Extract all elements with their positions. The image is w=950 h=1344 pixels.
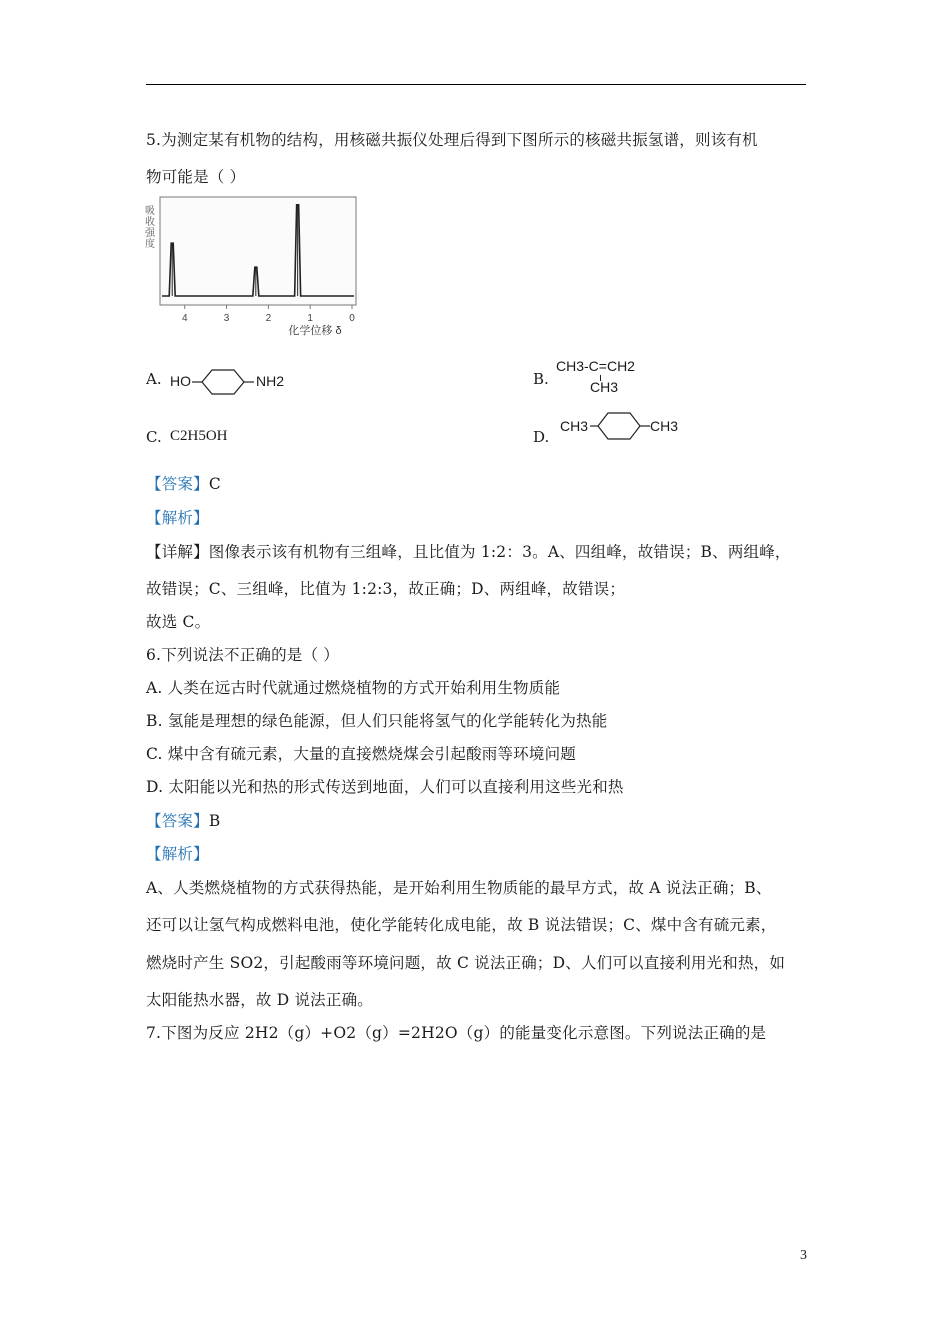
- benzene-ring-icon: [192, 367, 256, 397]
- x-tick-label: 0: [349, 313, 355, 324]
- q7-stem: 7.下图为反应 2H2（g）+O2（g）=2H2O（g）的能量变化示意图。下列说法正确的是: [146, 1024, 767, 1042]
- x-tick-label: 1: [307, 313, 313, 324]
- page-number: 3: [800, 1248, 807, 1263]
- nmr-spectrum-chart: [140, 192, 360, 342]
- q6-analysis-line3: 燃烧时产生 SO2，引起酸雨等环境问题，故 C 说法正确；D、人们可以直接利用光和热，如: [146, 954, 786, 972]
- q5-option-c-label: C.: [146, 428, 162, 446]
- y-axis-label: [145, 205, 156, 250]
- answer-bracket: 【答案】: [146, 475, 209, 493]
- a-formula-right: NH2: [256, 373, 285, 389]
- d-formula-right: CH3: [650, 418, 679, 434]
- q6-option-b: B. 氢能是理想的绿色能源，但人们只能将氢气的化学能转化为热能: [146, 712, 608, 730]
- header-rule: [146, 84, 806, 85]
- q5-stem-line1: 5.为测定某有机物的结构，用核磁共振仪处理后得到下图所示的核磁共振氢谱，则该有机: [146, 131, 758, 149]
- q5-stem-line2: 物可能是（ ）: [146, 168, 246, 186]
- q5-option-c-formula: C2H5OH: [170, 428, 228, 444]
- x-tick-label: 3: [223, 313, 230, 324]
- d-formula-left: CH3: [560, 418, 589, 434]
- b-formula-bottom: CH3: [590, 379, 619, 395]
- q5-detail-line3: 故选 C。: [146, 613, 211, 631]
- q5-analysis-heading: 【解析】: [146, 509, 209, 527]
- q6-option-c: C. 煤中含有硫元素，大量的直接燃烧煤会引起酸雨等环境问题: [146, 745, 576, 763]
- q6-analysis-line4: 太阳能热水器，故 D 说法正确。: [146, 991, 373, 1009]
- x-axis-label: 化学位移 δ: [288, 325, 342, 337]
- q5-detail-line2: 故错误；C、三组峰，比值为 1:2:3，故正确；D、两组峰，故错误；: [146, 580, 626, 598]
- q6-analysis-line1: A、人类燃烧植物的方式获得热能，是开始利用生物质能的最早方式，故 A 说法正确；B、: [146, 879, 772, 897]
- a-formula-left: HO: [170, 373, 191, 389]
- q6-option-a: A. 人类在远古时代就通过燃烧植物的方式开始利用生物质能: [146, 679, 561, 697]
- y-axis-label-char: 吸: [145, 206, 155, 217]
- y-axis-label-char: 度: [145, 239, 155, 250]
- q5-detail-line1: 【详解】图像表示该有机物有三组峰，且比值为 1:2：3。A、四组峰，故错误；B、两组峰，: [146, 543, 791, 561]
- answer-bracket: 【答案】: [146, 812, 209, 830]
- q6-answer: [146, 809, 220, 831]
- q6-option-d: D. 太阳能以光和热的形式传送到地面，人们可以直接利用这些光和热: [146, 778, 624, 796]
- q5-answer: [146, 472, 221, 494]
- answer-value: B: [208, 812, 221, 830]
- benzene-ring-icon: [590, 410, 654, 442]
- x-tick-label: 2: [265, 313, 272, 324]
- q6-analysis-heading: 【解析】: [146, 845, 209, 863]
- q6-stem: 6.下列说法不正确的是（ ）: [146, 646, 340, 664]
- x-tick-label: 4: [181, 313, 188, 324]
- b-formula-top: CH3-C=CH2: [556, 358, 635, 374]
- q5-option-a-label: A.: [146, 370, 162, 388]
- q6-analysis-line2: 还可以让氢气构成燃料电池，使化学能转化成电能，故 B 说法错误；C、煤中含有硫元素，: [146, 916, 777, 934]
- q5-option-d-label: D.: [533, 428, 550, 446]
- q5-option-b-label: B.: [533, 370, 549, 388]
- y-axis-label-char: 强: [145, 228, 155, 239]
- answer-value: C: [208, 475, 221, 493]
- y-axis-label-char: 收: [145, 217, 155, 228]
